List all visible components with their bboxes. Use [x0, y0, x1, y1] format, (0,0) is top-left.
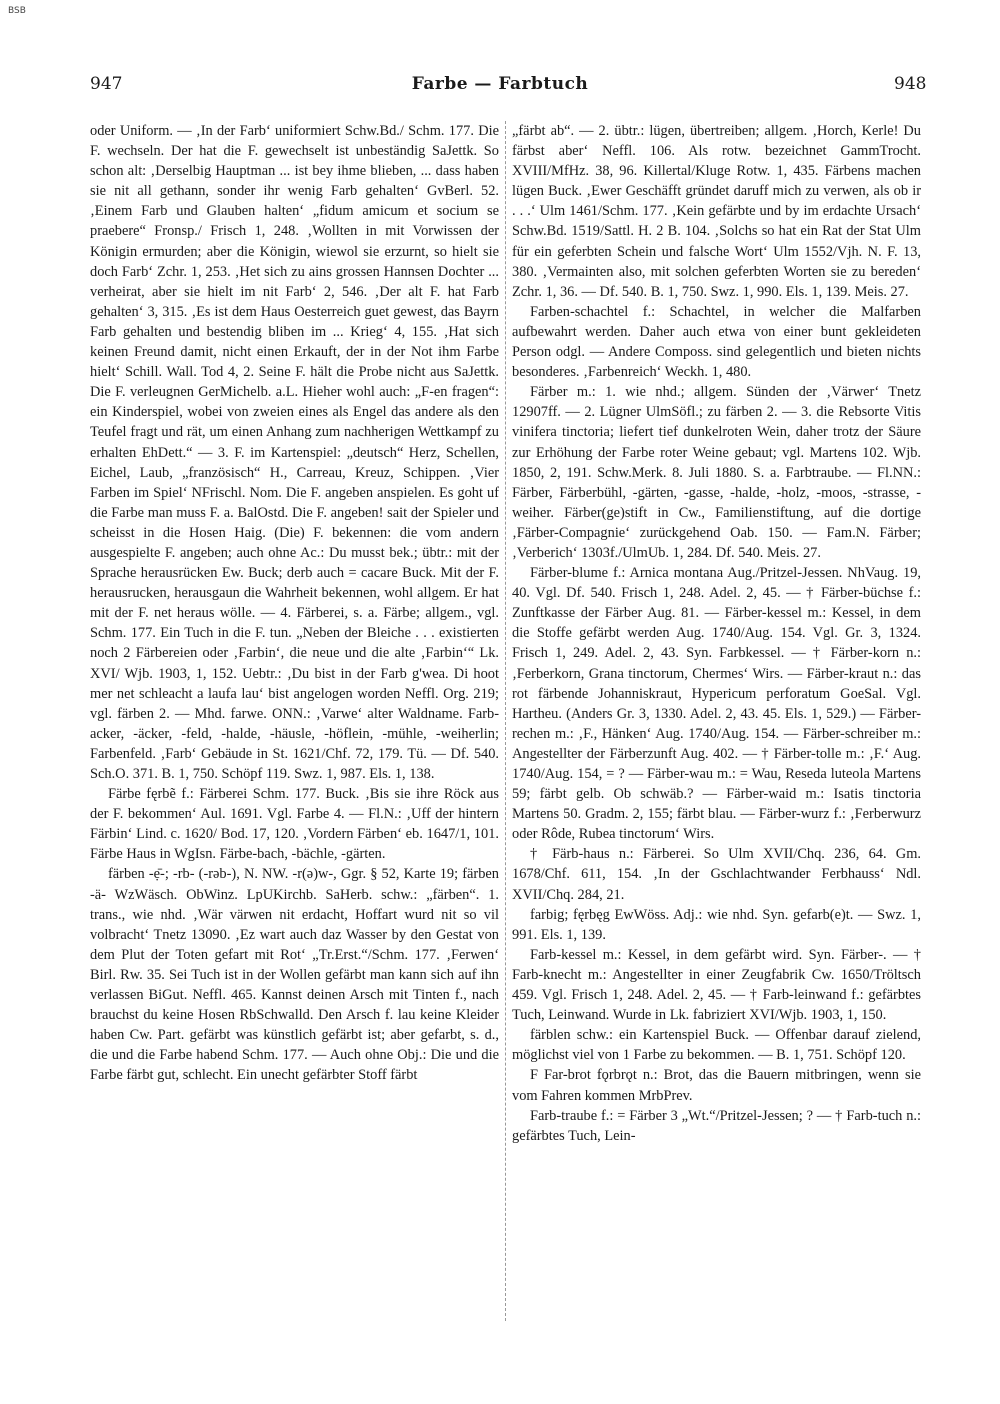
page-header-title: Farbe — Farbtuch [411, 74, 589, 94]
library-stamp: BSB [8, 6, 26, 16]
entry-far-brot: F Far-brot fǫrbrǫt n.: Brot, das die Bauern mitbringen, wenn sie vom Fahren kommen MrbPrev. [512, 1067, 921, 1104]
column-divider [505, 121, 506, 1321]
entry-faerbe: Färbe fęrbẽ f.: Färberei Schm. 177. Buck. ‚Bis sie ihre Röck aus der F. bekommen‘ Aul. 1691. Vgl. Farbe 4. — Fl.N.: ‚Uff der hintern Färbin‘ Lind. c. 1620/ Bod. 17, 120. ‚Vordern Färben‘ eb. 1647/1, 101. Färbe Haus in WgIsn. Färbe-bach, -bächle, -gärten. [90, 786, 499, 863]
entry-faerben-continued: „färbt ab“. — 2. übtr.: lügen, übertreiben; allgem. ‚Horch, Kerle! Du färbst aber‘ Neffl. 106. Als rotw. bezeichnet GammTrocht. XVIII/MfHz. 38, 96. Killertal/Kluge Rotw. 1, 435. Färbens machen lügen Buck. ‚Ewer Geschäfft gründet daruff mich zu verwen, als ob ir . . .‘ Ulm 1461/Schm. 177. ‚Kein gefärbte und by im erdachte Ursach‘ Schw.Bd. 1519/Sattl. H. 2 B. 104. ‚Solchs so hat ein Rat der Stat Ulm für ein geferbten Schein und falsche Wort‘ Ulm 1552/Vjh. N. F. 13, 380. ‚Vermainten also, mit solchen geferbten Worten sie zu bereden‘ Zchr. 1, 36. — Df. 540. B. 1, 750. Swz. 1, 990. Els. 1, 139. Meis. 27. [512, 123, 921, 300]
right-column [512, 121, 921, 1331]
entry-farbe-continued: oder Uniform. — ‚In der Farb‘ uniformiert Schw.Bd./ Schm. 177. Die F. wechseln. Der hat die F. gewechselt ist unbeständig SaJettk. So schon alt: ‚Derselbig Hauptman ... ist bey ihme blieben, ... dass haben sie nit all gethann, sonder ihr wenig Farb gehalten‘ GvBerl. 52. ‚Einem Farb und Glauben halten‘ „fidum amicum et socium se praebere“ Fronsp./ Frisch 1, 248. ‚Wollten in mit Vorwissen der Königin ermurden; aber die Königin, wiewol sie erzurnt, so hielt sie doch Farb‘ Zchr. 1, 253. ‚Het sich zu ains grossen Hannsen Dochter ... verheirat, aber sie hielt im nit Farb‘ 2, 546. ‚Der alt F. hat Farb gehalten‘ 3, 315. ‚Es ist dem Haus Oesterreich guet gewest, das Bayrn Farb gehalten und bestendig bliben im ... Krieg‘ 4, 155. ‚Hat sich keinen Freund damit, nicht einen Erkauft, der in der Not ihm Farbe hielt‘ Schill. Wall. Tod 4, 2. Seine F. hält die Probe nicht aus SaJettk. Die F. verleugnen GerMichelb. a.L. Hieher wohl auch: „F-en fragen“: ein Kinderspiel, wobei von zweien eines als Engel das andere als den Teufel fragt und rät, um einen Anhang zum nachherigen Wettkampf zu erhalten EhDett.“ — 3. F. im Kartenspiel: „deutsch“ Herz, Schellen, Eichel, Laub, „französisch“ H., Carreau, Kreuz, Schippen. ‚Vier Farben im Spiel‘ NFrischl. Nom. Die F. angeben anspielen. Es goht uf die Farbe man muss F. a. BalOstd. Die F. angeben! sait der Spieler und scheisst in die Hosen Haig. (Die) F. bekennen: die vom andern ausgespielte F. angeben; auch ohne Ac.: Du musst bek.; übtr.: mit der Sprache herausrücken Ew. Buck; derb auch = cacare Buck. Mit der F. herausrucken, herausgaun die Wahrheit bekennen, wohl allgem. Er hat mit der F. net heraus wölle. — 4. Färberei, s. a. Färbe; allgem., vgl. Schm. 177. Ein Tuch in die F. tun. „Neben der Bleiche . . . existierten noch 2 Färbereien oder ‚Farbin‘, die neue und die alte ‚Farbin‘“ Lk. XVI/ Wjb. 1903, 1, 152. Uebtr.: ‚Du bist in der Farb g'wea. Di hoot mer net schleacht a laufa lau‘ bist angelogen worden Neffl. Org. 219; vgl. färben 2. — Mhd. farwe. ONN.: ‚Varwe‘ alter Waldname. Farb-acker, -äcker, -feld, -halde, -häusle, -höflein, -mühle, -weiherlin; Farbenfeld. ‚Farb‘ Gebäude in St. 1621/Chf. 72, 179. Tü. — Df. 540. Sch.O. 371. B. 1, 750. Schöpf 119. Swz. 1, 987. Els. 1, 138. [90, 123, 499, 782]
entry-faerblen: färblen schw.: ein Kartenspiel Buck. — Offenbar darauf zielend, möglichst viel von 1 Farbe zu bekommen. — B. 1, 751. Schöpf 120. [512, 1027, 921, 1064]
entry-farb-kessel: Farb-kessel m.: Kessel, in dem gefärbt wird. Syn. Färber-. — † Farb-knecht m.: Angestellter in einer Zeugfabrik Cw. 1650/Tröltsch 459. Vgl. Frisch 1, 248. Adel. 2, 45. — † Farb-leinwand f.: gefärbtes Tuch, Leinwand. Wurde in Lk. fabriziert XVI/Wjb. 1903, 1, 150. [512, 946, 921, 1024]
entry-faerb-haus: † Färb-haus n.: Färberei. So Ulm XVII/Chq. 236, 64. Gm. 1678/Chf. 611, 154. ‚In der Gschlachtwander Ferbhauss‘ Ndl. XVII/Chq. 284, 21. [512, 846, 921, 903]
entry-faerber-blume: Färber-blume f.: Arnica montana Aug./Pritzel-Jessen. NhVaug. 19, 40. Vgl. Df. 540. Frisch 1, 248. Adel. 2, 45. — † Färber-büchse f.: Zunftkasse der Färber Aug. 81. — Färber-kessel m.: Kessel, in dem die Stoffe gefärbt werden Aug. 1740/Aug. 154. Vgl. Gr. 3, 1324. Frisch 1, 249. Adel. 2, 43. Syn. Farbkessel. — † Färber-korn n.: ‚Ferberkorn, Grana tinctorum, Chermes‘ Wirs. — Färber-kraut n.: das rot färbende Johanniskraut, Hypericum perforatum GoeSal. Vgl. Hartheu. (Anders Gr. 3, 1330. Adel. 2, 43. 45. Els. 1, 529.) — Färber-rechen m.: ‚F., Hänken‘ Aug. 1740/Aug. 154. — Färber-schreiber m.: Angestellter der Färberzunft Aug. 402. — † Färber-tolle m.: ‚F.‘ Aug. 1740/Aug. 154, = ? — Färber-wau m.: = Wau, Reseda luteola Martens 59; färbt gelb. Ob schwäb.? — Färber-waid m.: Isatis tinctoria Martens 50. Gradm. 2, 155; färbt blau. — Färber-wurz f.: ‚Ferberwurz oder Rôde, Rubea tinctorum‘ Wirs. [512, 565, 921, 843]
left-column [90, 121, 499, 1331]
page-number-left: 947 [90, 74, 123, 94]
entry-farb-traube: Farb-traube f.: = Färber 3 „Wt.“/Pritzel-Jessen; ? — † Farb-tuch n.: gefärbtes Tuch, Lein- [512, 1107, 921, 1144]
entry-faerber: Färber m.: 1. wie nhd.; allgem. Sünden der ‚Värwer‘ Tnetz 12907ff. — 2. Lügner UlmSöfl.; zu färben 2. — 3. die Rebsorte Vitis vinifera tinctoria; liefert tief dunkelroten Wein, daher trotz der Säure zur Erhöhung der Farbe roter Weine gebaut; vgl. Martens 102. Wjb. 1850, 2, 191. Schw.Merk. 8. Juli 1880. S. a. Farbtraube. — Fl.NN.: Färber, Färberbühl, -gärten, -gasse, -halde, -holz, -moos, -strasse, -weiher. Färber(ge)stift in Cw., Familienstiftung, auf die dortige ‚Färber-Compagnie‘ zurückgehend Oab. 150. — Fam.N. Färber; ‚Verberich‘ 1303f./UlmUb. 1, 284. Df. 540. Meis. 27. [512, 384, 921, 561]
entry-farbig: farbig; fęrbęg EwWöss. Adj.: wie nhd. Syn. gefarb(e)t. — Swz. 1, 991. Els. 1, 139. [512, 906, 921, 943]
entry-faerben: färben -ẹ̄-; -rb- (-rəb-), N. NW. -r(ə)w-, Ggr. § 52, Karte 19; färben -ä- WzWäsch. ObWinz. LpUKirchb. SaHerb. schw.: „färben“. 1. trans., wie nhd. ‚Wär värwen nit erdacht, Hoffart wurd nit so vil volbracht‘ Tnetz 13090. ‚Ez wart auch daz Wasser by den Gestat von dem Plut der Toten gefart mit Rot‘ „Tr.Erst.“/Schm. 177. ‚Ferwen‘ Birl. Rw. 35. Sei Tuch ist in der Wollen gefärbt man kann sich auf ihn verlassen BiGut. Neffl. 465. Kannst deinen Arsch mit Tinten f., nach brauchst du keine Hosen RbSchwalld. Den Arsch f. lau keine Kleider haben Cw. Part. gefärbt was künstlich gefärbt ist; aber gefarbt, s. d., die und die Farbe habend Schm. 177. — Auch ohne Obj.: Die und die Farbe färbt gut, schlecht. Ein unecht gefärbter Stoff färbt [90, 866, 499, 1084]
page-number-right: 948 [894, 74, 927, 94]
entry-farbenschachtel: Farben-schachtel f.: Schachtel, in welcher die Malfarben aufbewahrt werden. Daher auch etwa von einer bunt gekleideten Person odgl. — Andere Composs. sind gelegentlich und bieten nichts besonderes. ‚Farbenreich‘ Weckh. 1, 480. [512, 303, 921, 381]
